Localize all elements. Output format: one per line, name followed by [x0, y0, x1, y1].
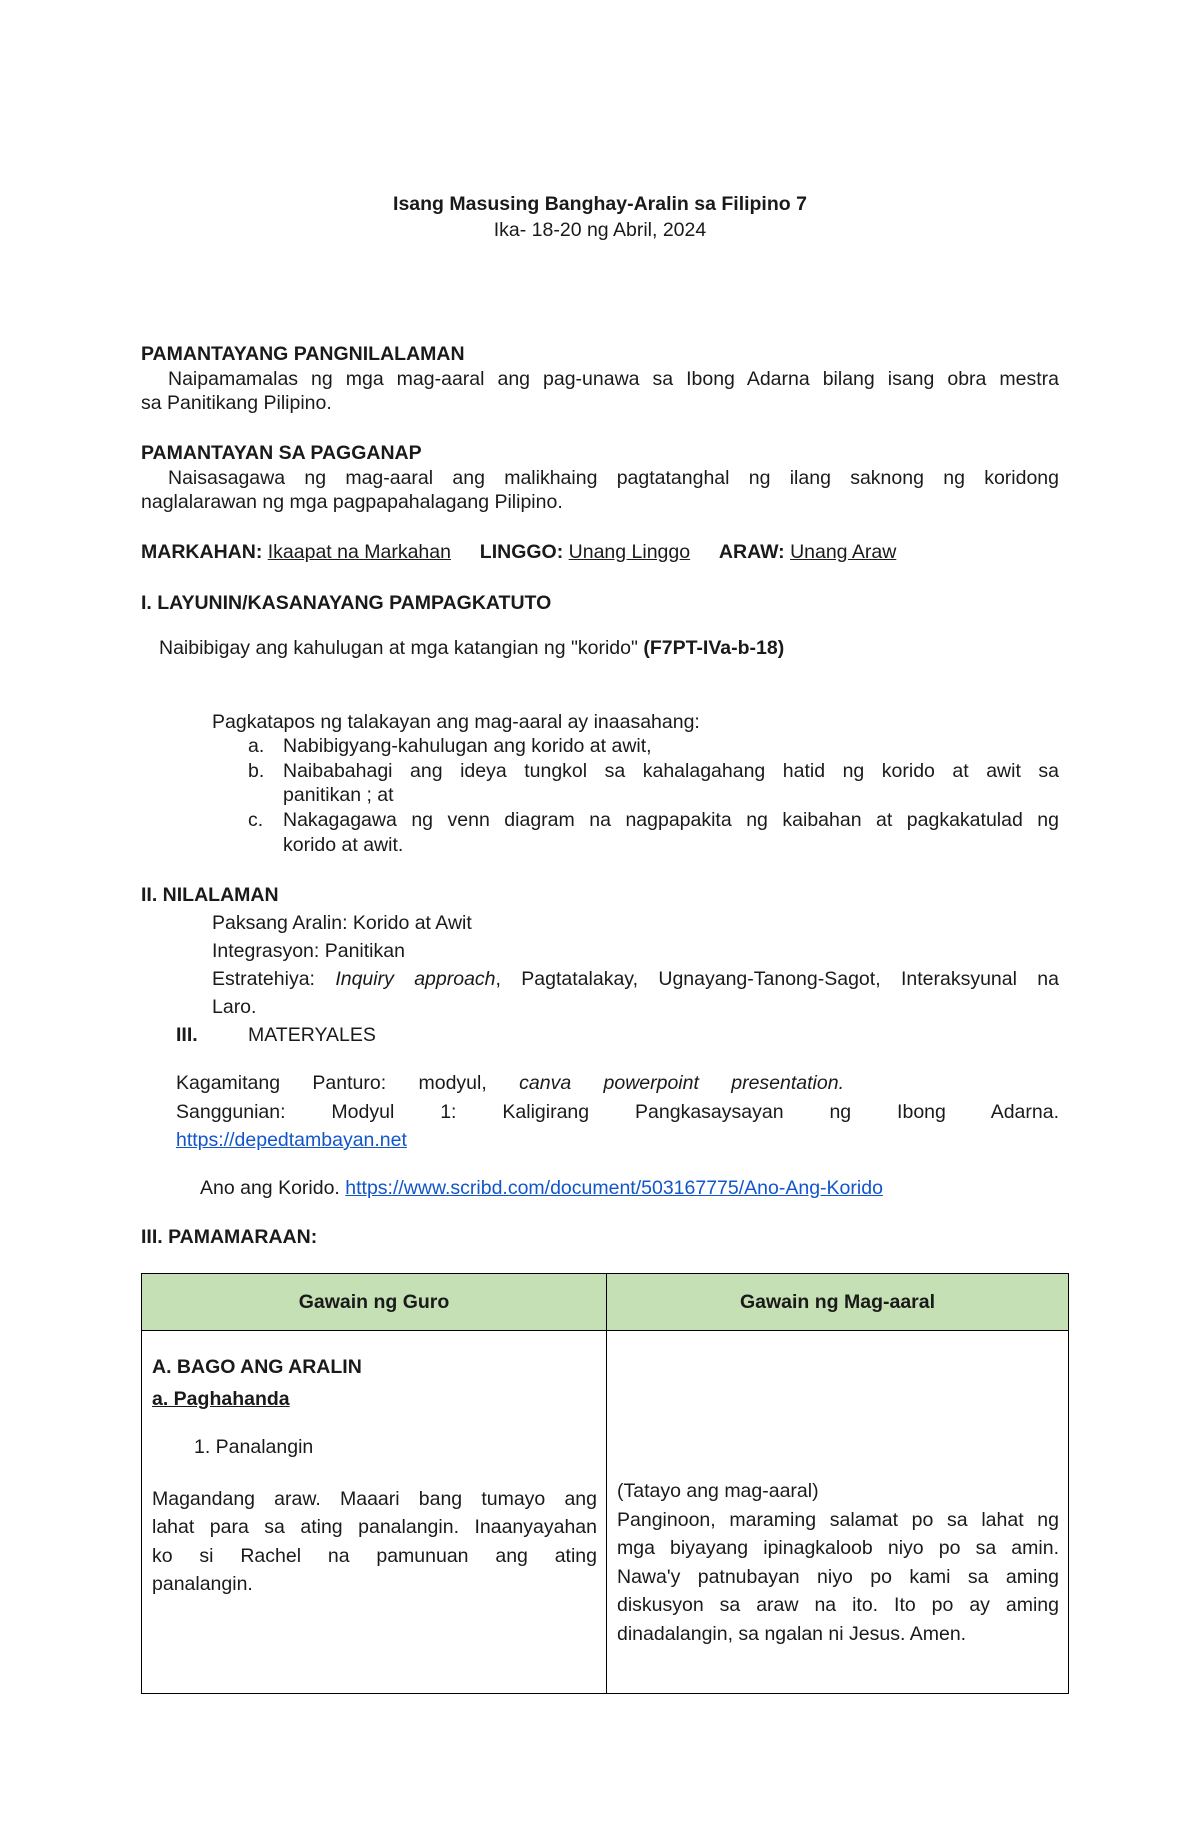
korido-label: Ano ang Korido. — [200, 1177, 346, 1199]
markahan-value: Ikaapat na Markahan — [267, 541, 451, 563]
student-line: Panginoon, maraming salamat po sa lahat ng — [617, 1508, 1059, 1531]
content-paksa: Paksang Aralin: Korido at Awit — [212, 912, 472, 934]
procedure-heading: III. PAMAMARAAN: — [141, 1226, 318, 1248]
performance-standard-line1: Naisasagawa ng mag-aaral ang malikhaing pagtatanghal ng ilang saknong ng koridong — [168, 467, 1059, 489]
document-date: Ika- 18-20 ng Abril, 2024 — [493, 219, 707, 241]
student-note: (Tatayo ang mag-aaral) — [617, 1480, 819, 1502]
objectives-heading: I. LAYUNIN/KASANAYANG PAMPAGKATUTO — [141, 592, 552, 614]
teacher-line: lahat para sa ating panalangin. Inaanyayahan — [152, 1516, 597, 1538]
objective-b-line1: Naibabahagi ang ideya tungkol sa kahalagahang hatid ng korido at awit sa — [283, 760, 1059, 782]
content-standard-heading: PAMANTAYANG PANGNILALAMAN — [141, 343, 465, 365]
student-line: diskusyon sa araw na ito. Ito po ay aming — [617, 1594, 1059, 1616]
table-row — [142, 1331, 1069, 1694]
teacher-line: ko si Rachel na pamunuan ang ating — [152, 1544, 597, 1567]
content-standard-line2: sa Panitikang Pilipino. — [141, 392, 332, 414]
estratehiya-rest: , Pagtatalakay, Ugnayang-Tanong-Sagot, Interaksyunal na — [495, 968, 1059, 990]
student-line: Nawa'y patnubayan niyo po kami sa aming — [617, 1565, 1059, 1588]
kagamitan-label: Kagamitang Panturo: modyul, — [176, 1072, 520, 1094]
student-line: mga biyayang ipinagkaloob niyo po sa amin. — [617, 1537, 1059, 1559]
competency-text: Naibibigay ang kahulugan at mga katangian ng "korido" — [159, 637, 644, 659]
scribd-link[interactable]: https://www.scribd.com/document/503167775/Ano-Ang-Korido — [345, 1177, 883, 1199]
objective-c-line2: korido at awit. — [283, 834, 404, 856]
teacher-line: panalangin. — [152, 1573, 253, 1595]
step-title: 1. Panalangin — [194, 1436, 314, 1458]
teacher-column-header: Gawain ng Guro — [142, 1274, 607, 1331]
teacher-cell — [142, 1331, 607, 1694]
objective-c-marker: c. — [248, 809, 264, 831]
estratehiya-italic: Inquiry approach — [335, 968, 496, 990]
meta-line — [141, 541, 896, 564]
subsection-title: a. Paghahanda — [152, 1387, 290, 1410]
materials-kagamitan — [176, 1072, 844, 1095]
section-title: A. BAGO ANG ARALIN — [152, 1356, 362, 1378]
depedtambayan-link[interactable]: https://depedtambayan.net — [176, 1129, 407, 1151]
kagamitan-italic: canva powerpoint presentation. — [519, 1072, 844, 1094]
content-estratehiya-line1 — [212, 968, 1059, 991]
araw-label: ARAW: — [718, 541, 785, 563]
competency-code: (F7PT-IVa-b-18) — [643, 637, 785, 659]
objective-a-text: Nabibigyang-kahulugan ang korido at awit, — [283, 735, 652, 757]
document-title: Isang Masusing Banghay-Aralin sa Filipino 7 — [393, 193, 807, 215]
markahan-label: MARKAHAN: — [141, 541, 263, 563]
materials-numeral: III. — [176, 1024, 198, 1046]
materials-sanggunian: Sanggunian: Modyul 1: Kaligirang Pangkasaysayan ng Ibong Adarna. — [176, 1101, 1059, 1123]
linggo-value: Unang Linggo — [568, 541, 691, 563]
teacher-line: Magandang araw. Maaari bang tumayo ang — [152, 1487, 597, 1510]
materials-korido — [200, 1177, 883, 1200]
performance-standard-line2: naglalarawan ng mga pagpapahalagang Pilipino. — [141, 491, 563, 513]
linggo-label: LINGGO: — [479, 541, 564, 563]
objective-c-line1: Nakagagawa ng venn diagram na nagpapakita ng kaibahan at pagkakatulad ng — [283, 809, 1059, 831]
student-line: dinadalangin, sa ngalan ni Jesus. Amen. — [617, 1622, 967, 1645]
content-estratehiya-line2: Laro. — [212, 996, 257, 1018]
student-column-header: Gawain ng Mag-aaral — [607, 1274, 1069, 1331]
objectives-intro: Pagkatapos ng talakayan ang mag-aaral ay inaasahang: — [212, 711, 700, 733]
content-standard-line1: Naipamamalas ng mga mag-aaral ang pag-unawa sa Ibong Adarna bilang isang obra mestra — [168, 368, 1059, 390]
objective-b-marker: b. — [248, 760, 265, 782]
procedure-table — [141, 1273, 1069, 1694]
objective-b-line2: panitikan ; at — [283, 784, 394, 806]
performance-standard-heading: PAMANTAYAN SA PAGGANAP — [141, 442, 422, 464]
student-cell — [607, 1331, 1069, 1694]
estratehiya-label: Estratehiya: — [212, 968, 336, 990]
objective-a-marker: a. — [248, 735, 265, 757]
araw-value: Unang Araw — [790, 541, 897, 563]
content-integrasyon: Integrasyon: Panitikan — [212, 940, 405, 962]
competency-line — [159, 637, 784, 660]
content-heading: II. NILALAMAN — [141, 884, 279, 906]
materials-heading: MATERYALES — [248, 1024, 376, 1046]
